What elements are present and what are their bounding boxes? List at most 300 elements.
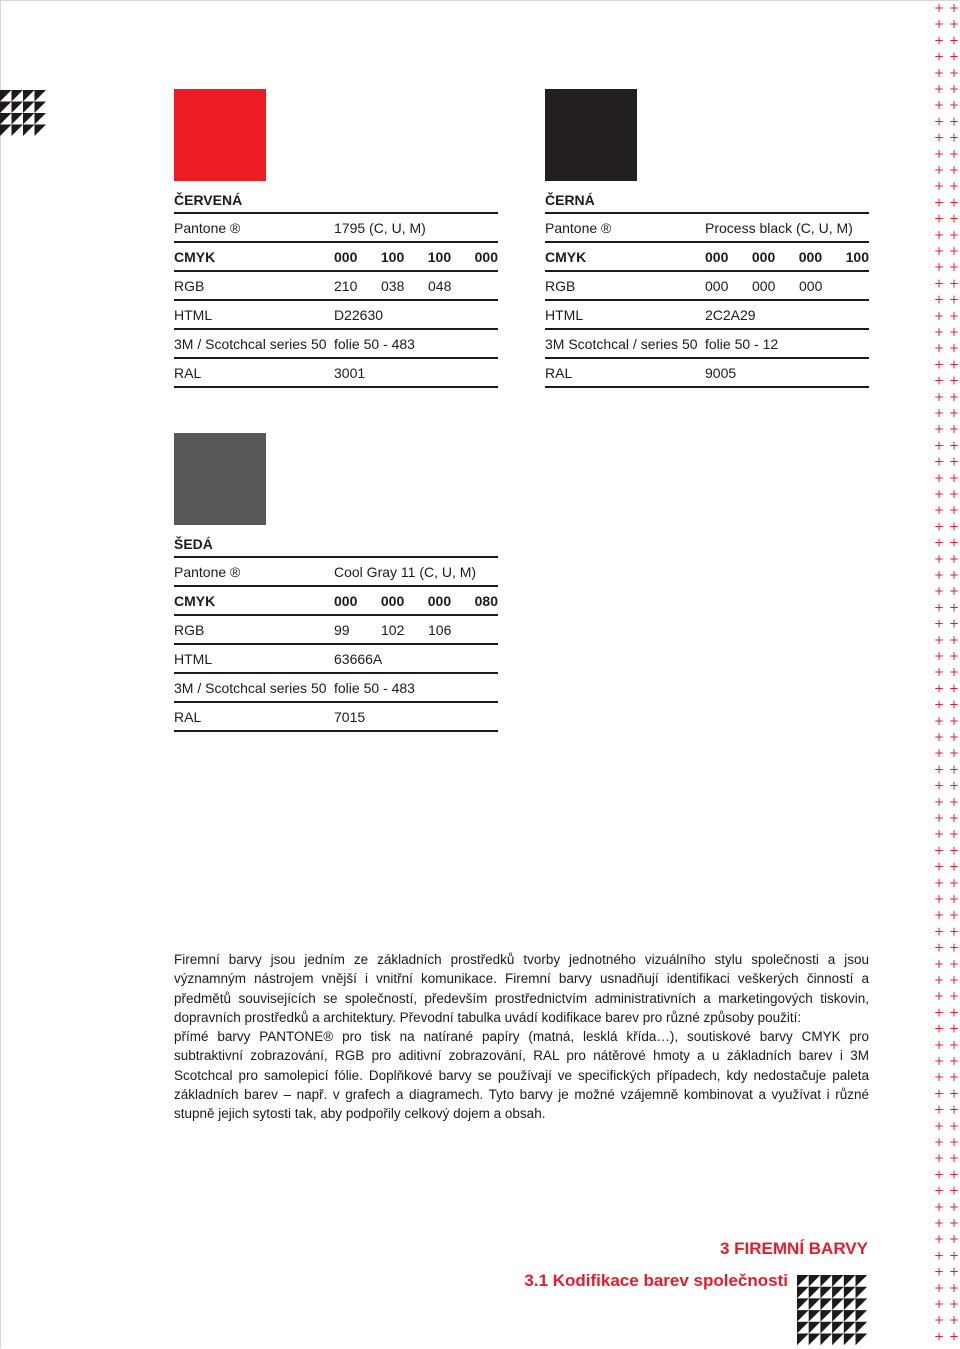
triangle-pattern-icon: [797, 1275, 867, 1345]
cross-mark: +: [933, 908, 945, 923]
gray-color-block: [174, 524, 498, 732]
pantone-value: Cool Gray 11 (C, U, M): [334, 563, 477, 580]
cross-mark: +: [948, 551, 960, 566]
triangle-shape: [856, 1334, 868, 1346]
cross-mark: +: [933, 535, 945, 550]
cross-mark: +: [933, 584, 945, 599]
cross-mark: +: [933, 325, 945, 339]
scotchcal-value: folie 50 - 12: [705, 335, 779, 352]
triangle-shape: [856, 1310, 868, 1322]
cross-mark: +: [948, 308, 960, 323]
triangle-shape: [844, 1287, 856, 1299]
cross-mark: +: [933, 260, 945, 275]
cross-mark: +: [948, 519, 960, 534]
triangle-shape: [35, 113, 47, 125]
triangle-shape: [856, 1275, 868, 1287]
scotchcal-value: folie 50 - 483: [334, 335, 415, 352]
cross-pattern-icon: [930, 0, 960, 1349]
cross-mark: +: [948, 98, 960, 113]
cross-mark: +: [948, 584, 960, 599]
html-label: HTML: [174, 650, 213, 667]
cross-mark: +: [933, 1102, 945, 1117]
cross-mark: +: [933, 600, 945, 615]
triangle-shape: [797, 1298, 809, 1310]
cross-mark: +: [933, 146, 945, 161]
triangle-shape: [809, 1334, 821, 1346]
cross-mark: +: [933, 422, 945, 437]
cross-mark: +: [948, 778, 960, 793]
triangle-shape: [0, 102, 12, 114]
cross-mark: +: [948, 762, 960, 777]
cross-mark: +: [933, 114, 945, 129]
triangle-shape: [797, 1275, 809, 1287]
cross-mark: +: [948, 1151, 960, 1166]
cross-mark: +: [933, 487, 945, 501]
cross-mark: +: [933, 438, 945, 453]
cross-mark: +: [933, 1232, 945, 1247]
cross-mark: +: [948, 1021, 960, 1036]
cross-mark: +: [948, 422, 960, 437]
cross-mark: +: [933, 1118, 945, 1133]
cross-mark: +: [933, 195, 945, 210]
cross-mark: +: [933, 1297, 945, 1311]
cross-mark: +: [948, 1313, 960, 1328]
triangle-shape: [832, 1275, 844, 1287]
rgb-values: [334, 622, 498, 638]
scotchcal-row: [174, 674, 498, 703]
scotchcal-label: 3M Scotchcal / series 50: [545, 335, 698, 352]
cross-mark: +: [948, 17, 960, 32]
cross-mark: +: [933, 49, 945, 64]
cross-mark: +: [948, 1, 960, 15]
rgb-label: RGB: [174, 621, 205, 638]
rgb-values: [705, 278, 869, 294]
cross-mark: +: [948, 1280, 960, 1295]
cross-mark: +: [948, 1297, 960, 1311]
triangle-shape: [856, 1298, 868, 1310]
cross-mark: +: [948, 227, 960, 242]
pantone-label: Pantone ®: [545, 219, 612, 236]
html-label: HTML: [545, 306, 584, 323]
cmyk-values: [334, 593, 498, 609]
cross-mark: +: [933, 211, 945, 226]
ral-value: 9005: [705, 364, 737, 381]
pantone-value: Process black (C, U, M): [705, 219, 853, 236]
cross-mark: +: [948, 940, 960, 955]
cross-mark: +: [933, 665, 945, 680]
cross-mark: +: [948, 1248, 960, 1263]
gray-spec-table: [174, 556, 498, 732]
triangle-shape: [0, 113, 12, 125]
cross-mark: +: [933, 794, 945, 809]
triangle-shape: [23, 102, 35, 114]
cmyk-c: 000: [705, 248, 729, 265]
ral-value: 7015: [334, 708, 366, 725]
cross-mark: +: [933, 406, 945, 420]
rgb-b: 000: [799, 277, 823, 294]
cross-mark: +: [948, 454, 960, 469]
cross-mark: +: [948, 1199, 960, 1214]
cross-mark: +: [948, 357, 960, 372]
cross-mark: +: [933, 98, 945, 113]
cross-mark: +: [933, 454, 945, 469]
cross-mark: +: [948, 649, 960, 663]
cross-mark: +: [933, 1086, 945, 1101]
cross-mark: +: [948, 843, 960, 858]
cross-mark: +: [948, 503, 960, 518]
cross-mark: +: [948, 195, 960, 210]
gray-color-name: ŠEDÁ: [174, 536, 213, 552]
cross-mark: +: [933, 357, 945, 372]
cross-mark: +: [933, 811, 945, 825]
rgb-g: 038: [381, 277, 405, 294]
triangle-shape: [844, 1275, 856, 1287]
html-value: 63666A: [334, 650, 383, 667]
cross-mark: +: [948, 827, 960, 842]
triangle-shape: [820, 1334, 832, 1346]
triangle-shape: [35, 102, 47, 114]
subsection-title: 3.1 Kodifikace barev společnosti: [524, 1271, 788, 1290]
cross-mark: +: [933, 762, 945, 777]
triangle-shape: [832, 1322, 844, 1334]
red-swatch: [174, 89, 266, 181]
cross-mark: +: [948, 1005, 960, 1020]
cross-mark: +: [948, 65, 960, 80]
cross-mark: +: [933, 681, 945, 696]
cross-mark: +: [948, 924, 960, 939]
cross-mark: +: [933, 1167, 945, 1182]
cross-mark: +: [933, 163, 945, 177]
body-text: [174, 950, 869, 1124]
cross-mark: +: [933, 1, 945, 15]
cross-mark: +: [933, 389, 945, 404]
triangle-shape: [35, 90, 47, 102]
cross-mark: +: [948, 1264, 960, 1279]
cmyk-label: CMYK: [174, 592, 216, 609]
cross-mark: +: [948, 681, 960, 696]
cross-mark: +: [948, 859, 960, 874]
cross-mark: +: [933, 616, 945, 631]
cross-mark: +: [948, 1329, 960, 1344]
cross-mark: +: [948, 33, 960, 48]
cross-mark: +: [948, 697, 960, 712]
cross-mark: +: [948, 1135, 960, 1149]
rgb-label: RGB: [174, 277, 205, 294]
cross-mark: +: [933, 1313, 945, 1328]
triangle-shape: [12, 113, 24, 125]
cross-mark: +: [933, 1054, 945, 1068]
rgb-row: [174, 616, 498, 645]
cross-mark: +: [933, 292, 945, 307]
cross-mark: +: [948, 276, 960, 291]
ral-label: RAL: [174, 708, 202, 725]
html-value: 2C2A29: [705, 306, 756, 323]
cross-mark: +: [948, 600, 960, 615]
black-spec-table: [545, 212, 869, 388]
cmyk-c: 000: [334, 248, 358, 265]
triangle-shape: [820, 1275, 832, 1287]
cmyk-y: 100: [427, 248, 452, 265]
cross-mark: +: [933, 33, 945, 48]
triangle-shape: [23, 113, 35, 125]
cross-mark: +: [933, 827, 945, 842]
cross-mark: +: [948, 130, 960, 145]
triangle-shape: [809, 1287, 821, 1299]
cross-mark: +: [933, 65, 945, 80]
cross-mark: +: [933, 697, 945, 712]
cross-mark: +: [933, 1199, 945, 1214]
cross-mark: +: [933, 973, 945, 987]
cross-mark: +: [948, 535, 960, 550]
cross-mark: +: [948, 292, 960, 307]
body-paragraph: Firemní barvy jsou jedním ze základních prostředků tvorby jednotného vizuálního stylu společnosti a jsou významným nástrojem vnější i vnitřní komunikace. Firemní barvy usnadňují identifikaci veškerých činností a předmětů souvisejících se společností, především prostřednictvím administrativních a marketingových tiskovin, dopravních prostředků a architektury. Převodní tabulka uvádí kodifikace barev pro různé způsoby použití:: [174, 952, 869, 1025]
cross-mark: +: [933, 1135, 945, 1149]
cross-mark: +: [933, 244, 945, 258]
cmyk-row: [545, 243, 869, 272]
triangle-shape: [809, 1275, 821, 1287]
cross-mark: +: [948, 1183, 960, 1198]
cross-mark: +: [933, 568, 945, 582]
cross-mark: +: [933, 1037, 945, 1052]
rgb-label: RGB: [545, 277, 576, 294]
cross-mark: +: [933, 1151, 945, 1166]
black-color-block: [545, 180, 869, 388]
rgb-row: [174, 272, 498, 301]
html-value: D22630: [334, 306, 384, 323]
cross-mark: +: [933, 940, 945, 955]
triangle-shape: [832, 1298, 844, 1310]
triangle-shape: [832, 1310, 844, 1322]
cmyk-m: 000: [751, 248, 776, 265]
rgb-row: [545, 272, 869, 301]
cmyk-m: 000: [380, 592, 405, 609]
triangle-shape: [809, 1310, 821, 1322]
ral-row: [174, 359, 498, 388]
triangle-shape: [809, 1322, 821, 1334]
cross-mark: +: [948, 146, 960, 161]
cross-mark: +: [948, 325, 960, 339]
cross-mark: +: [933, 130, 945, 145]
triangle-shape: [832, 1287, 844, 1299]
triangle-pattern-icon: [0, 90, 46, 136]
triangle-shape: [0, 90, 12, 102]
cross-mark: +: [948, 470, 960, 485]
triangle-shape: [23, 90, 35, 102]
cross-mark: +: [948, 244, 960, 258]
cross-mark: +: [948, 973, 960, 987]
red-color-name: ČERVENÁ: [174, 192, 243, 208]
cross-mark: +: [933, 713, 945, 728]
triangle-shape: [820, 1310, 832, 1322]
cross-mark: +: [948, 163, 960, 177]
triangle-shape: [0, 125, 12, 137]
pantone-row: [174, 214, 498, 243]
cross-mark: +: [948, 730, 960, 744]
cross-mark: +: [948, 487, 960, 501]
section-title: 3 FIREMNÍ BARVY: [720, 1239, 868, 1258]
cross-mark: +: [948, 989, 960, 1004]
pantone-value: 1795 (C, U, M): [334, 219, 426, 236]
cross-mark: +: [948, 1118, 960, 1133]
cross-mark: +: [933, 1264, 945, 1279]
gray-swatch: [174, 433, 266, 525]
red-color-block: [174, 180, 498, 388]
cross-mark: +: [933, 632, 945, 647]
cross-mark: +: [948, 794, 960, 809]
cross-mark: +: [948, 438, 960, 453]
triangle-shape: [820, 1322, 832, 1334]
cross-mark: +: [933, 1005, 945, 1020]
cmyk-y: 000: [427, 592, 452, 609]
cross-mark: +: [933, 730, 945, 744]
pantone-label: Pantone ®: [174, 563, 241, 580]
scotchcal-value: folie 50 - 483: [334, 679, 415, 696]
triangle-shape: [35, 125, 47, 137]
pantone-row: [545, 214, 869, 243]
triangle-shape: [856, 1287, 868, 1299]
triangle-shape: [844, 1298, 856, 1310]
cross-mark: +: [933, 1280, 945, 1295]
cross-mark: +: [948, 389, 960, 404]
cross-mark: +: [933, 341, 945, 356]
cross-mark: +: [948, 568, 960, 582]
cross-mark: +: [948, 260, 960, 275]
cross-mark: +: [933, 1183, 945, 1198]
cross-mark: +: [933, 859, 945, 874]
cross-mark: +: [948, 1216, 960, 1230]
ral-row: [545, 359, 869, 388]
cmyk-m: 100: [380, 248, 405, 265]
cmyk-k: 000: [474, 248, 498, 265]
rgb-b: 106: [428, 621, 452, 638]
ral-row: [174, 703, 498, 732]
cross-mark: +: [948, 1070, 960, 1085]
cross-mark: +: [948, 811, 960, 825]
cmyk-y: 000: [798, 248, 823, 265]
triangle-shape: [844, 1334, 856, 1346]
cmyk-values: [334, 249, 498, 265]
triangle-shape: [797, 1310, 809, 1322]
cross-mark: +: [948, 1086, 960, 1101]
cross-mark: +: [933, 179, 945, 194]
triangle-shape: [844, 1310, 856, 1322]
cross-mark: +: [948, 713, 960, 728]
triangle-shape: [12, 90, 24, 102]
ral-label: RAL: [174, 364, 202, 381]
cross-mark: +: [948, 908, 960, 923]
triangle-shape: [12, 102, 24, 114]
cross-mark: +: [948, 1232, 960, 1247]
triangle-shape: [797, 1287, 809, 1299]
cmyk-k: 100: [845, 248, 869, 265]
cross-mark: +: [948, 892, 960, 906]
black-color-name: ČERNÁ: [545, 192, 595, 208]
black-swatch: [545, 89, 637, 181]
rgb-g: 000: [752, 277, 776, 294]
rgb-b: 048: [428, 277, 452, 294]
triangle-shape: [23, 125, 35, 137]
triangle-shape: [797, 1334, 809, 1346]
cross-mark: +: [933, 1248, 945, 1263]
cross-mark: +: [933, 1070, 945, 1085]
cross-mark: +: [933, 227, 945, 242]
cmyk-c: 000: [334, 592, 358, 609]
cross-mark: +: [933, 503, 945, 518]
cross-mark: +: [933, 924, 945, 939]
cmyk-values: [705, 249, 869, 265]
cross-mark: +: [933, 308, 945, 323]
cmyk-k: 080: [474, 592, 498, 609]
cross-mark: +: [948, 616, 960, 631]
cross-mark: +: [933, 82, 945, 96]
triangle-shape: [844, 1322, 856, 1334]
ral-label: RAL: [545, 364, 573, 381]
cross-mark: +: [933, 746, 945, 761]
triangle-shape: [820, 1287, 832, 1299]
scotchcal-label: 3M / Scotchcal series 50: [174, 679, 327, 696]
cross-mark: +: [933, 1329, 945, 1344]
cmyk-row: [174, 587, 498, 616]
cross-mark: +: [933, 373, 945, 388]
triangle-shape: [12, 125, 24, 137]
cross-mark: +: [948, 1167, 960, 1182]
cross-mark: +: [933, 956, 945, 971]
red-spec-table: [174, 212, 498, 388]
rgb-r: 000: [705, 277, 729, 294]
cmyk-label: CMYK: [174, 248, 216, 265]
cross-mark: +: [933, 892, 945, 906]
rgb-values: [334, 278, 498, 294]
cmyk-label: CMYK: [545, 248, 587, 265]
cross-mark: +: [933, 875, 945, 890]
scotchcal-row: [545, 330, 869, 359]
cross-mark: +: [933, 519, 945, 534]
cross-mark: +: [948, 1102, 960, 1117]
rgb-r: 210: [334, 277, 358, 294]
cmyk-row: [174, 243, 498, 272]
cross-mark: +: [933, 989, 945, 1004]
html-label: HTML: [174, 306, 213, 323]
cross-mark: +: [933, 470, 945, 485]
pantone-label: Pantone ®: [174, 219, 241, 236]
cross-mark: +: [948, 665, 960, 680]
triangle-shape: [832, 1334, 844, 1346]
cross-mark: +: [948, 82, 960, 96]
cross-mark: +: [948, 49, 960, 64]
cross-mark: +: [948, 373, 960, 388]
cross-mark: +: [948, 341, 960, 356]
cross-mark: +: [933, 778, 945, 793]
triangle-shape: [797, 1322, 809, 1334]
cross-mark: +: [933, 551, 945, 566]
triangle-shape: [820, 1298, 832, 1310]
cross-mark: +: [948, 179, 960, 194]
cross-mark: +: [948, 746, 960, 761]
triangle-shape: [809, 1298, 821, 1310]
body-paragraph: přímé barvy PANTONE® pro tisk na natírané papíry (matná, lesklá křída…), soutiskové barvy CMYK pro subtraktivní zobrazování, RGB pro aditivní zobrazování, RAL pro nátěrové hmoty a u základních barev i 3M Scotchcal pro samolepicí fólie. Doplňkové barvy se používají ve specifických případech, kdy nedostačuje paleta základních barev – např. v grafech a diagramech. Tyto barvy je možné vzájemně kombinovat a využívat i různé stupně jejich sytosti tak, aby podpořily celkový dojem a obsah.: [174, 1029, 869, 1122]
cross-mark: +: [948, 1054, 960, 1068]
triangle-shape: [856, 1322, 868, 1334]
cross-mark: +: [948, 1037, 960, 1052]
cross-mark: +: [933, 17, 945, 32]
cross-mark: +: [933, 1216, 945, 1230]
cross-mark: +: [948, 875, 960, 890]
cross-mark: +: [948, 956, 960, 971]
cross-mark: +: [948, 114, 960, 129]
cross-mark: +: [933, 649, 945, 663]
rgb-r: 99: [334, 621, 350, 638]
html-row: [174, 301, 498, 330]
